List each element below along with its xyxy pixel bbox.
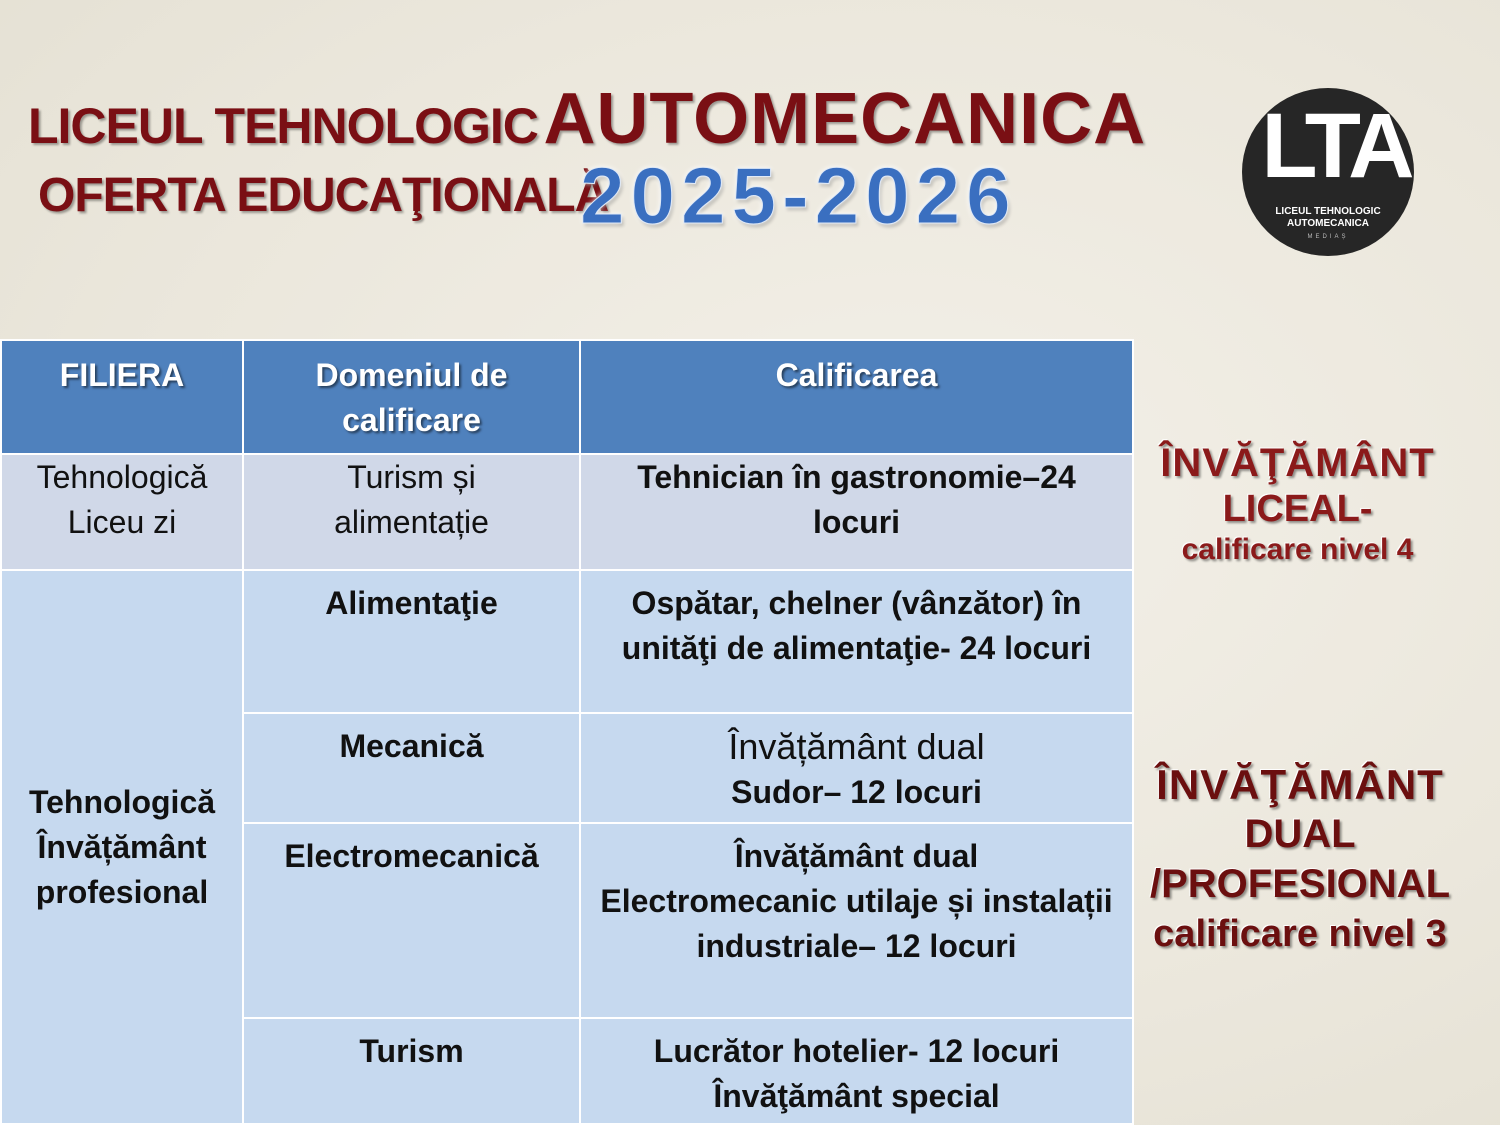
row4-calificare-line2: Electromecanic utilaje și instalații — [600, 883, 1113, 919]
liceal-label-line2: LICEAL- — [1222, 488, 1373, 530]
row4-calificare — [580, 823, 1133, 1018]
dual-label-line1: ÎNVĂŢĂMÂNT — [1156, 761, 1444, 808]
row1-domeniu-line2: alimentație — [334, 504, 489, 540]
liceal-label-line1: ÎNVĂŢĂMÂNT — [1160, 441, 1435, 485]
row2-calificare-line1: Ospătar, chelner (vânzător) în — [631, 585, 1082, 621]
header-filiera: FILIERA — [1, 340, 243, 454]
header-domeniu-text: Domeniul de calificare — [315, 357, 508, 438]
row2-calificare-line2: unităţi de alimentaţie- 24 locuri — [621, 630, 1092, 666]
header-domeniu — [243, 340, 580, 454]
school-title-name: AUTOMECANICA — [543, 79, 1147, 159]
school-year: 2025-2026 — [580, 151, 1017, 240]
row4-domeniu: Electromecanică — [243, 823, 580, 1018]
logo-text-line3: MEDIAȘ — [1307, 234, 1349, 240]
row1-filiera-line1: Tehnologică — [36, 459, 208, 495]
row2-calificare — [580, 570, 1133, 713]
row3-domeniu: Mecanică — [243, 713, 580, 823]
logo-text-line1: LICEUL TEHNOLOGIC — [1275, 206, 1381, 217]
school-title-prefix: LICEUL TEHNOLOGIC — [28, 98, 538, 154]
dual-label-line4: calificare nivel 3 — [1153, 913, 1447, 955]
liceal-label — [1135, 438, 1460, 570]
row2-filiera-line3: profesional — [35, 873, 209, 910]
row3-calificare — [580, 713, 1133, 823]
school-title — [28, 78, 1228, 160]
table-row — [1, 570, 1133, 713]
row5-domeniu: Turism — [243, 1018, 580, 1124]
liceal-label-line3: calificare nivel 4 — [1181, 533, 1414, 566]
row1-domeniu — [243, 454, 580, 570]
row4-calificare-line3: industriale– 12 locuri — [696, 928, 1017, 964]
table-row — [1, 454, 1133, 570]
offer-table — [0, 339, 1134, 1125]
row1-calificare-line1: Tehnician în gastronomie–24 — [637, 459, 1076, 495]
dual-label-line3: /PROFESIONAL — [1149, 862, 1451, 906]
row1-filiera-line2: Liceu zi — [67, 504, 177, 540]
row3-calificare-line1: Învățământ dual — [728, 726, 985, 767]
row2-filiera — [1, 570, 243, 1124]
logo-letters: LTA — [1261, 95, 1409, 197]
row2-filiera-line1: Tehnologică — [28, 783, 216, 820]
row5-calificare-line1: Lucrător hotelier- 12 locuri — [653, 1033, 1060, 1069]
row5-calificare-line2: Învăţământ special — [713, 1078, 1000, 1114]
dual-label-line2: DUAL — [1244, 812, 1356, 856]
row1-calificare-line2: locuri — [812, 504, 901, 540]
school-logo — [1242, 88, 1414, 256]
row1-domeniu-line1: Turism și — [347, 459, 476, 495]
row3-calificare-line2: Sudor– 12 locuri — [731, 774, 982, 810]
table-header-row — [1, 340, 1133, 454]
row5-calificare — [580, 1018, 1133, 1124]
offer-subtitle: OFERTA EDUCAŢIONALĂ — [38, 169, 609, 222]
row1-calificare — [580, 454, 1133, 570]
row2-domeniu: Alimentaţie — [243, 570, 580, 713]
header-calificare: Calificarea — [580, 340, 1133, 454]
row1-filiera — [1, 454, 243, 570]
row2-filiera-line2: Învățământ — [37, 828, 207, 865]
dual-label — [1130, 760, 1470, 958]
row4-calificare-line1: Învățământ dual — [734, 838, 979, 874]
logo-text-line2: AUTOMECANICA — [1286, 218, 1370, 229]
